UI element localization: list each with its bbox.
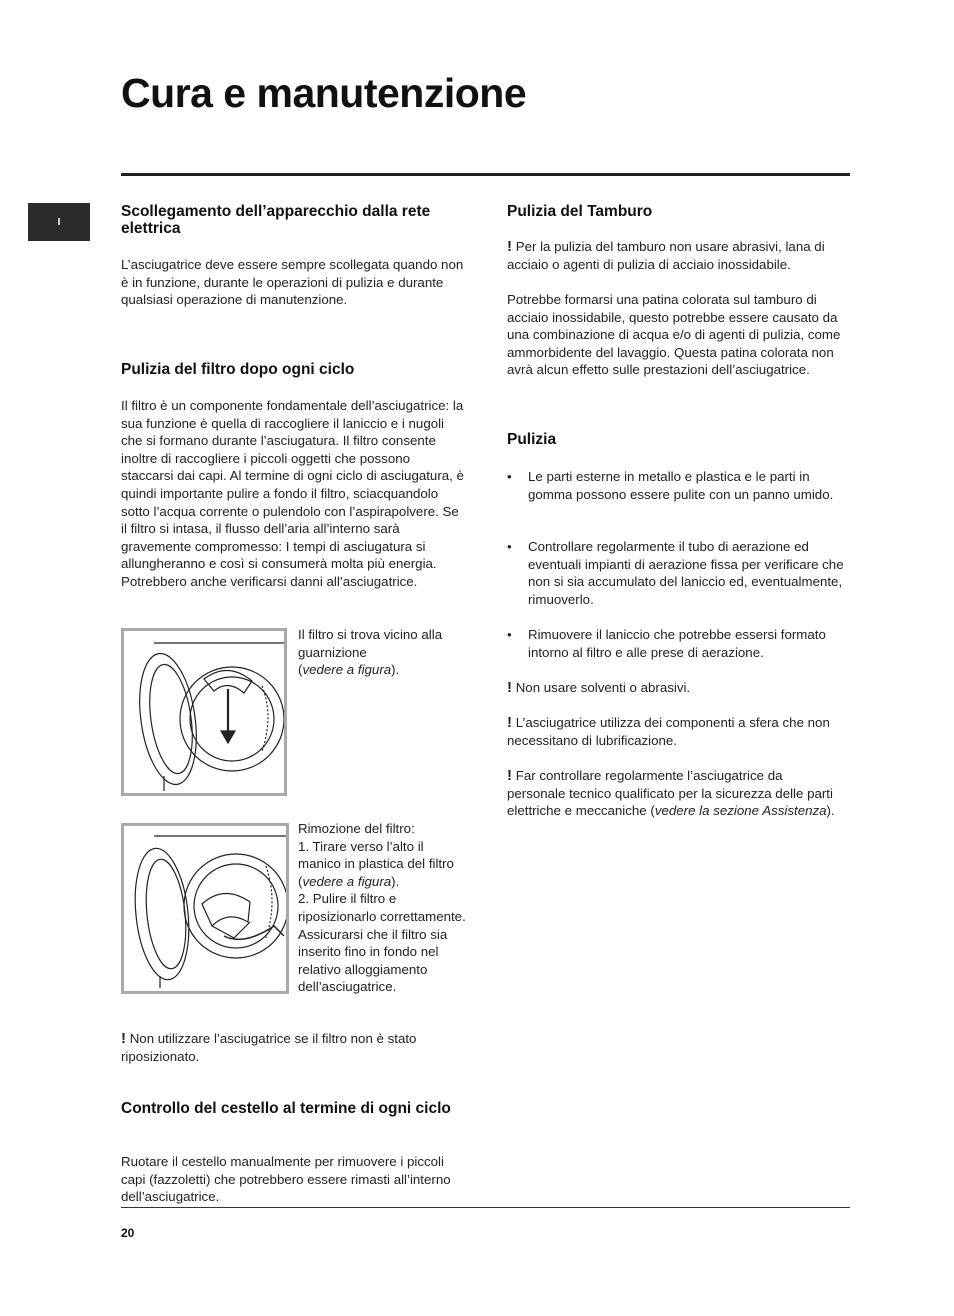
figure1-caption: Il filtro si trova vicino alla guarnizione (vedere a figura).	[298, 627, 443, 678]
section-heading-filter: Pulizia del filtro dopo ogni ciclo	[121, 361, 355, 378]
page-title: Cura e manutenzione	[121, 70, 527, 116]
page-number: 20	[121, 1226, 135, 1240]
section-heading-cleaning: Pulizia	[507, 431, 557, 448]
warning-icon: !	[507, 238, 512, 255]
list-item: • Le parti esterne in metallo e plastica e le parti in gomma possono essere pulite con un panno umido.	[507, 469, 834, 502]
section-heading-drum-check: Controllo del cestello al termine di ogni ciclo	[121, 1100, 451, 1117]
filter-removal-illustration	[124, 826, 286, 991]
filter-removal-figure	[121, 823, 289, 994]
filter-location-figure	[121, 628, 287, 796]
bullet-icon: •	[507, 469, 512, 484]
section-text-drum-check: Ruotare il cestello manualmente per rimuovere i piccoli capi (fazzoletti) che potrebbero essere rimasti all’interno dell’asciugatrice.	[121, 1154, 451, 1205]
section-text-disconnect: L’asciugatrice deve essere sempre scollegata quando non è in funzione, durante le operazioni di pulizia e durante qualsiasi operazione di manutenzione.	[121, 257, 464, 308]
footer-divider	[121, 1207, 850, 1208]
figure2-caption: Rimozione del filtro: 1. Tirare verso l’alto il manico in plastica del filtro (vedere a figura). 2. Pulire il filtro e riposizionarlo correttamente. Assicurarsi che il filtro sia inserito fino in fondo nel relativo alloggiamento dell’asciugatrice.	[298, 821, 466, 995]
warning-icon: !	[507, 714, 512, 731]
warning-icon: !	[507, 679, 512, 696]
warning-icon: !	[507, 767, 512, 784]
section-heading-disconnect: Scollegamento dell’apparecchio dalla rete elettrica	[121, 203, 431, 237]
section-heading-drum-cleaning: Pulizia del Tamburo	[507, 203, 653, 220]
bullet-icon: •	[507, 539, 512, 554]
title-divider	[121, 173, 850, 176]
warning-no-solvents: ! Non usare solventi o abrasivi.	[507, 679, 691, 696]
warning-service-check: ! Far controllare regolarmente l’asciugatrice da personale tecnico qualificato per la sicurezza delle parti elettriche e meccaniche (vedere la sezione Assistenza).	[507, 767, 835, 819]
list-item: • Controllare regolarmente il tubo di aerazione ed eventuali impianti di aerazione fissa per verificare che non si sia accumulato del laniccio ed, eventualmente, rimuoverlo.	[507, 539, 844, 607]
service-section-link: vedere la sezione Assistenza	[654, 803, 827, 819]
language-tab: I	[28, 203, 90, 241]
warning-lubrication: ! L’asciugatrice utilizza dei componenti a sfera che non necessitano di lubrificazione.	[507, 714, 830, 748]
warning-icon: !	[121, 1030, 126, 1047]
dryer-door-open-illustration	[124, 631, 284, 793]
warning-filter-note: ! Non utilizzare l’asciugatrice se il filtro non è stato riposizionato.	[121, 1030, 417, 1064]
warning-drum-abrasives: ! Per la pulizia del tamburo non usare abrasivi, lana di acciaio o agenti di pulizia di acciaio inossidabile.	[507, 238, 825, 272]
section-text-drum-cleaning: Potrebbe formarsi una patina colorata sul tamburo di acciaio inossidabile, questo potrebbe essere causato da una combinazione di acqua e/o di agenti di pulizia, come ammorbidente del lavaggio. Questa patina colorata non avrà alcun effetto sulle prestazioni dell’asciugatrice.	[507, 292, 841, 378]
section-text-filter: Il filtro è un componente fondamentale dell’asciugatrice: la sua funzione è quella di raccogliere il laniccio e i nugoli che si formano durante l’asciugatura. Il filtro consente inoltre di raccogliere i piccoli oggetti che possono staccarsi dai capi. Al termine di ogni ciclo di asciugatura, è quindi importante pulire a fondo il filtro, sciacquandolo sotto l’acqua corrente o pulendolo con l’aspirapolvere. Se il filtro si intasa, il flusso dell’aria all’interno sarà gravemente compromesso: I tempi di asciugatura si allungheranno e così si consumerà molta più energia. Potrebbero anche verificarsi danni all’asciugatrice.	[121, 398, 464, 589]
list-item: • Rimuovere il laniccio che potrebbe essersi formato intorno al filtro e alle prese di aerazione.	[507, 627, 826, 660]
bullet-icon: •	[507, 627, 512, 642]
